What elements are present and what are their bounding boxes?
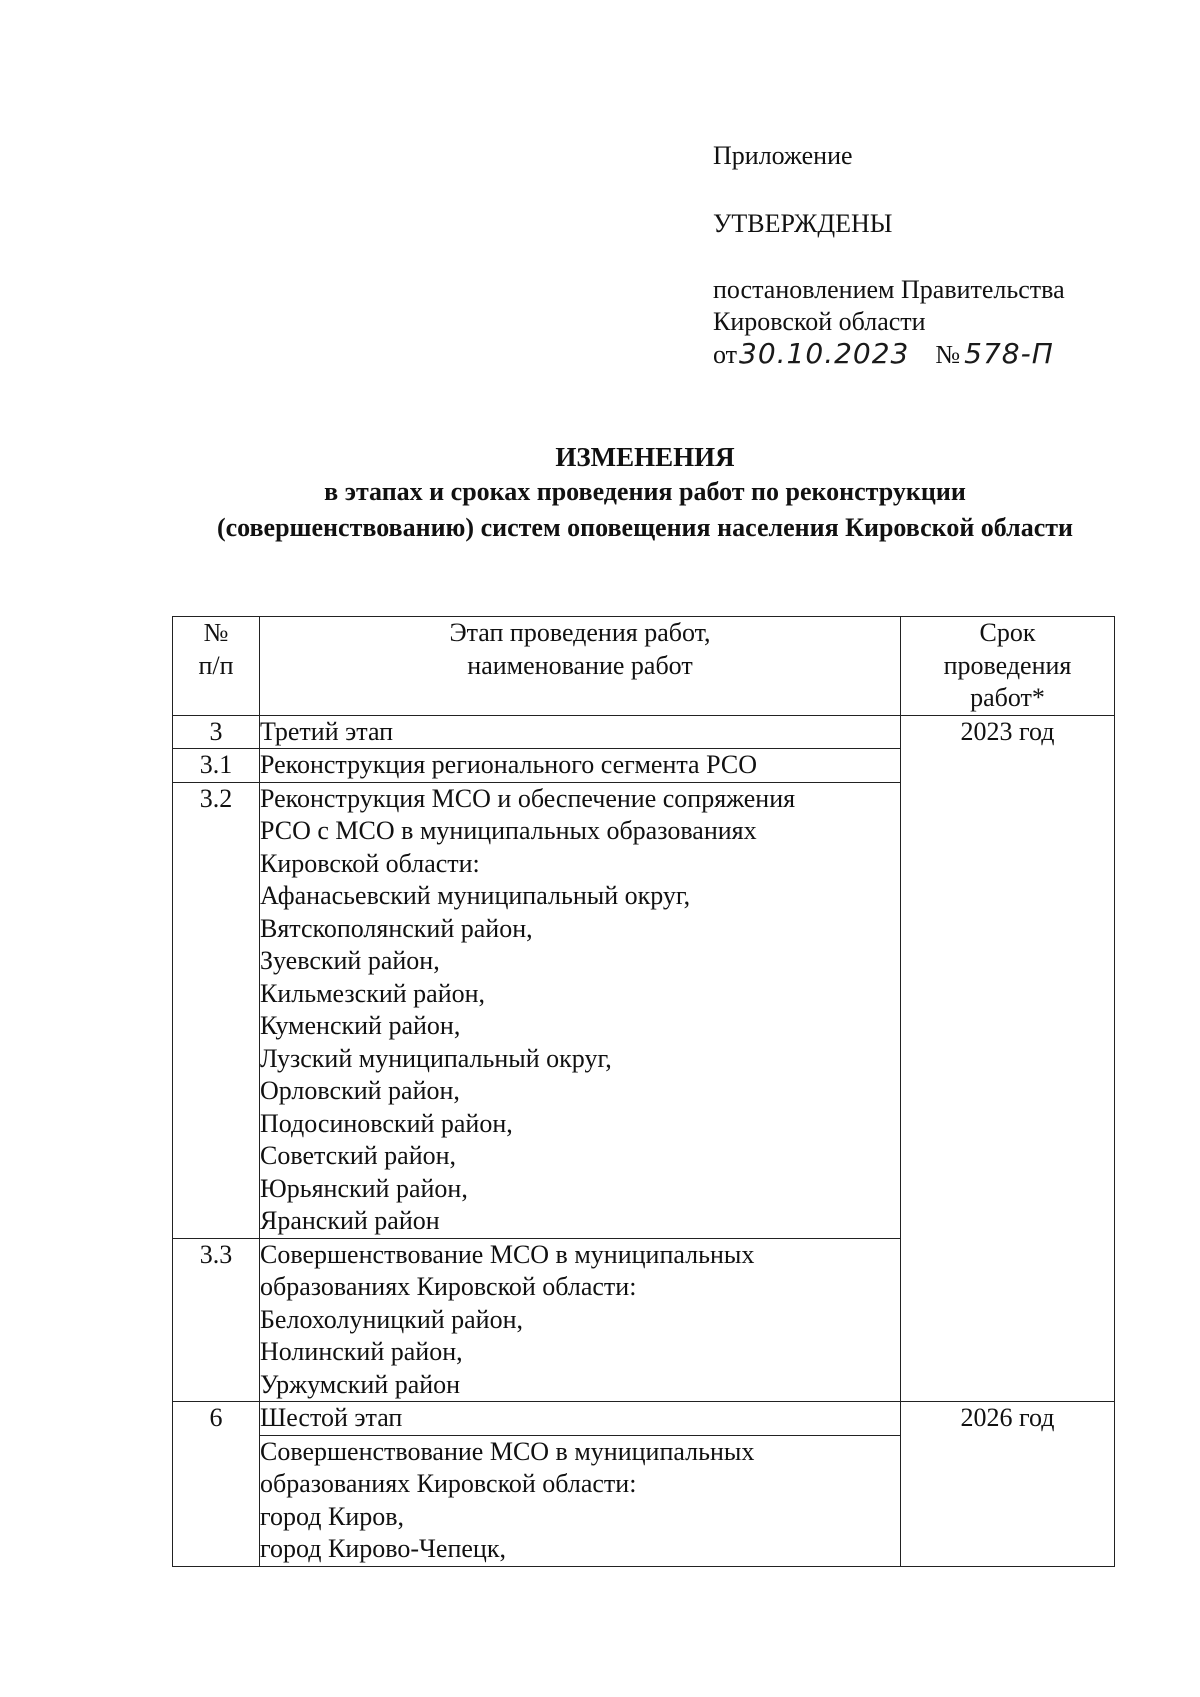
row-stage-text: Реконструкция регионального сегмента РСО <box>260 749 901 783</box>
decree-date-number <box>713 338 1054 371</box>
row-stage-text: Третий этап <box>260 715 901 749</box>
row-number: 6 <box>173 1402 260 1567</box>
row-stage-text: Реконструкция МСО и обеспечение сопряжения РСО с МСО в муниципальных образованиях Кировской области: Афанасьевский муниципальный округ, Вятскополянский район, Зуевский район, Кильмезский район, Куменский район, Лузский муниципальный округ, Орловский район, Подосиновский район, Советский район, Юрьянский район, Яранский район <box>260 782 901 1238</box>
district-item: Яранский район <box>260 1206 440 1235</box>
district-item: Белохолуницкий район, <box>260 1304 524 1334</box>
stages-table <box>172 616 1115 1567</box>
decree-line-2: Кировской области <box>713 307 926 336</box>
district-item: Подосиновский район, <box>260 1108 513 1138</box>
document-title <box>0 440 1200 546</box>
header-stage: Этап проведения работ, наименование работ <box>260 617 901 716</box>
handwritten-date: 30.10.2023 <box>739 337 910 370</box>
table-header-row <box>173 617 1115 716</box>
date-prefix: от <box>713 340 738 369</box>
table-row <box>173 715 1115 749</box>
number-sign: № <box>935 340 961 369</box>
district-item: Лузский муниципальный округ, <box>260 1043 612 1073</box>
row-stage-text: Совершенствование МСО в муниципальных образованиях Кировской области: город Киров, город Кирово-Чепецк, <box>260 1435 901 1566</box>
table-row <box>173 1402 1115 1436</box>
district-item: Советский район, <box>260 1141 457 1170</box>
row-number: 3.1 <box>173 749 260 783</box>
title-line-2: в этапах и сроках проведения работ по реконструкции <box>324 477 966 506</box>
title-main: ИЗМЕНЕНИЯ <box>555 442 735 472</box>
district-item: город Кирово-Чепецк, <box>260 1534 506 1563</box>
header-number: № п/п <box>173 617 260 716</box>
district-item: Уржумский район <box>260 1369 461 1399</box>
attachment-label: Приложение <box>713 141 853 170</box>
decree-reference <box>713 274 1065 338</box>
decree-line-1: постановлением Правительства <box>713 275 1065 304</box>
district-item: Зуевский район, <box>260 946 440 975</box>
row-term: 2026 год <box>901 1402 1115 1567</box>
district-item: Орловский район, <box>260 1076 460 1105</box>
district-item: Нолинский район, <box>260 1337 463 1366</box>
title-line-3: (совершенствованию) систем оповещения населения Кировской области <box>216 513 1074 542</box>
district-item: город Киров, <box>260 1501 405 1531</box>
approved-label: УТВЕРЖДЕНЫ <box>713 209 893 238</box>
district-item: Вятскополянский район, <box>260 913 533 943</box>
district-item: Юрьянский район, <box>260 1173 468 1203</box>
row-number: 3.3 <box>173 1238 260 1402</box>
district-item: Куменский район, <box>260 1011 461 1040</box>
handwritten-number: 578-П <box>964 337 1054 370</box>
row-term: 2023 год <box>901 715 1115 1402</box>
row-stage-text: Шестой этап <box>260 1402 901 1436</box>
row-number: 3.2 <box>173 782 260 1238</box>
row-stage-text: Совершенствование МСО в муниципальных образованиях Кировской области: Белохолуницкий район, Нолинский район, Уржумский район <box>260 1238 901 1402</box>
district-item: Афанасьевский муниципальный округ, <box>260 881 691 910</box>
district-item: Кильмезский район, <box>260 978 486 1008</box>
header-term: Срок проведения работ* <box>901 617 1115 716</box>
row-number: 3 <box>173 715 260 749</box>
